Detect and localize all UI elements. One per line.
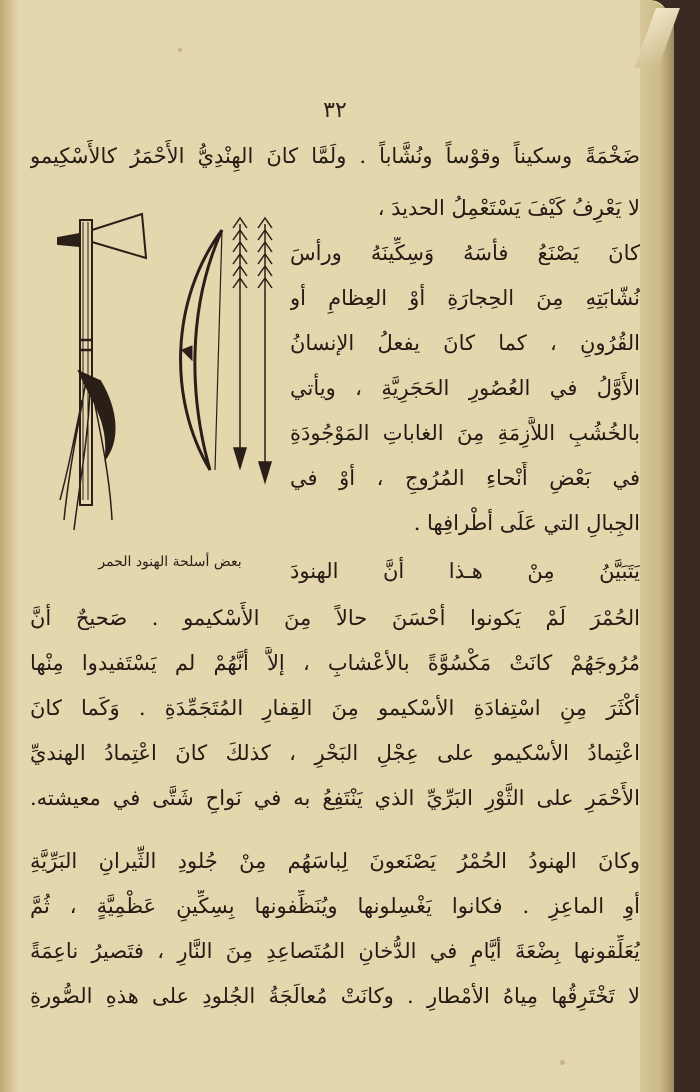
text-line: في بَعْضِ أَنْحاءِ المُرُوجِ ، أوْ في <box>290 466 640 490</box>
paper-stain <box>560 1060 565 1065</box>
text-line: لا يَعْرِفُ كَيْفَ يَسْتَعْمِلُ الحديدَ ، <box>377 196 640 220</box>
text-line: ضَخْمَةً وسكيناً وقوْساً ونُشَّاباً . ولَمَّا كانَ الهِنْدِيُّ الأَحْمَرُ كالأَسْكِيمو <box>30 144 640 168</box>
text-line: مُرُوجَهُمْ كانَتْ مَكْسُوَّةً بالأعْشابِ ، إلاَّ أنَّهُمْ لم يَسْتَفيدوا مِنْها <box>30 651 640 675</box>
text-line: الحُمْرَ لَمْ يَكونوا أحْسَنَ حالاً مِنَ الأَسْكيمو . صَحيحٌ أنَّ <box>30 606 640 630</box>
text-line: نُشّابَتِهِ مِنَ الحِجارَةِ أوْ العِظامِ أو <box>290 286 640 310</box>
text-line: يُعَلِّقونها بِضْعَةَ أيَّامٍ في الدُّخانِ المُتَصاعِدِ مِنَ النَّارِ ، فتَصيرُ ناعِمَةً <box>30 939 640 963</box>
text-line: كانَ يَصْنَعُ فأْسَهُ وَسِكِّينَهُ ورأسَ <box>290 241 640 265</box>
text-line: أكْثَرَ مِنِ اسْتِفادَةِ الأسْكيمو مِنَ القِفارِ المُتَجَمِّدَةِ . وَكَما كانَ <box>30 696 640 720</box>
text-line: الأَوَّلُ في العُصُورِ الحَجَرِيَّةِ ، ويأتي <box>290 376 640 400</box>
page-edge <box>640 0 674 1092</box>
text-line: وكانَ الهنودُ الحُمْرُ يَصْنَعونَ لِباسَهُم مِنْ جُلودِ الثِّيرانِ البَرِّيَّةِ <box>30 849 640 873</box>
paper-stain <box>178 48 182 52</box>
text-line: اعْتِمادُ الأسْكيمو على عِجْلِ البَحْرِ ، كذلكَ كانَ اعْتِمادُ الهنديِّ <box>30 741 640 765</box>
arrow-icon <box>233 218 247 468</box>
text-line: أوِ الماعِزِ . فكانوا يَغْسِلونها ويُنَظِّفونها بِسِكِّينٍ عَظْمِيَّةٍ ، ثُمَّ <box>30 894 640 918</box>
illustration-caption: بعض أسلحة الهنود الحمر <box>98 554 242 570</box>
weapons-illustration <box>50 200 290 540</box>
text-line: لا تَخْتَرِقُها مِياهُ الأمْطارِ . وكانَتْ مُعالَجَةُ الجُلودِ على هذهِ الصُّورةِ <box>30 984 640 1008</box>
arrow-icon <box>258 218 272 482</box>
text-line: يَتَبَيَّنُ مِنْ هـذا أنَّ الهنودَ <box>290 559 640 583</box>
text-line: بالخُشُبِ اللاَّزِمَةِ مِنَ الغاباتِ المَوْجُودَةِ <box>290 421 640 445</box>
page-binding-shadow <box>0 0 18 1092</box>
text-line: الأَحْمَرِ على الثَّوْرِ البَرِّيِّ الذي يَنْتَفِعُ به في نَواحٍ شَتَّى في معيشته. <box>30 786 640 810</box>
bow-icon <box>181 230 222 470</box>
tomahawk-icon <box>58 214 146 530</box>
page-number: ٣٢ <box>323 98 347 123</box>
text-line: القُرُونِ ، كما كانَ يفعلُ الإنسانُ <box>290 331 640 355</box>
text-line: الجِبالِ التي عَلَى أطْرافِها . <box>413 511 640 535</box>
